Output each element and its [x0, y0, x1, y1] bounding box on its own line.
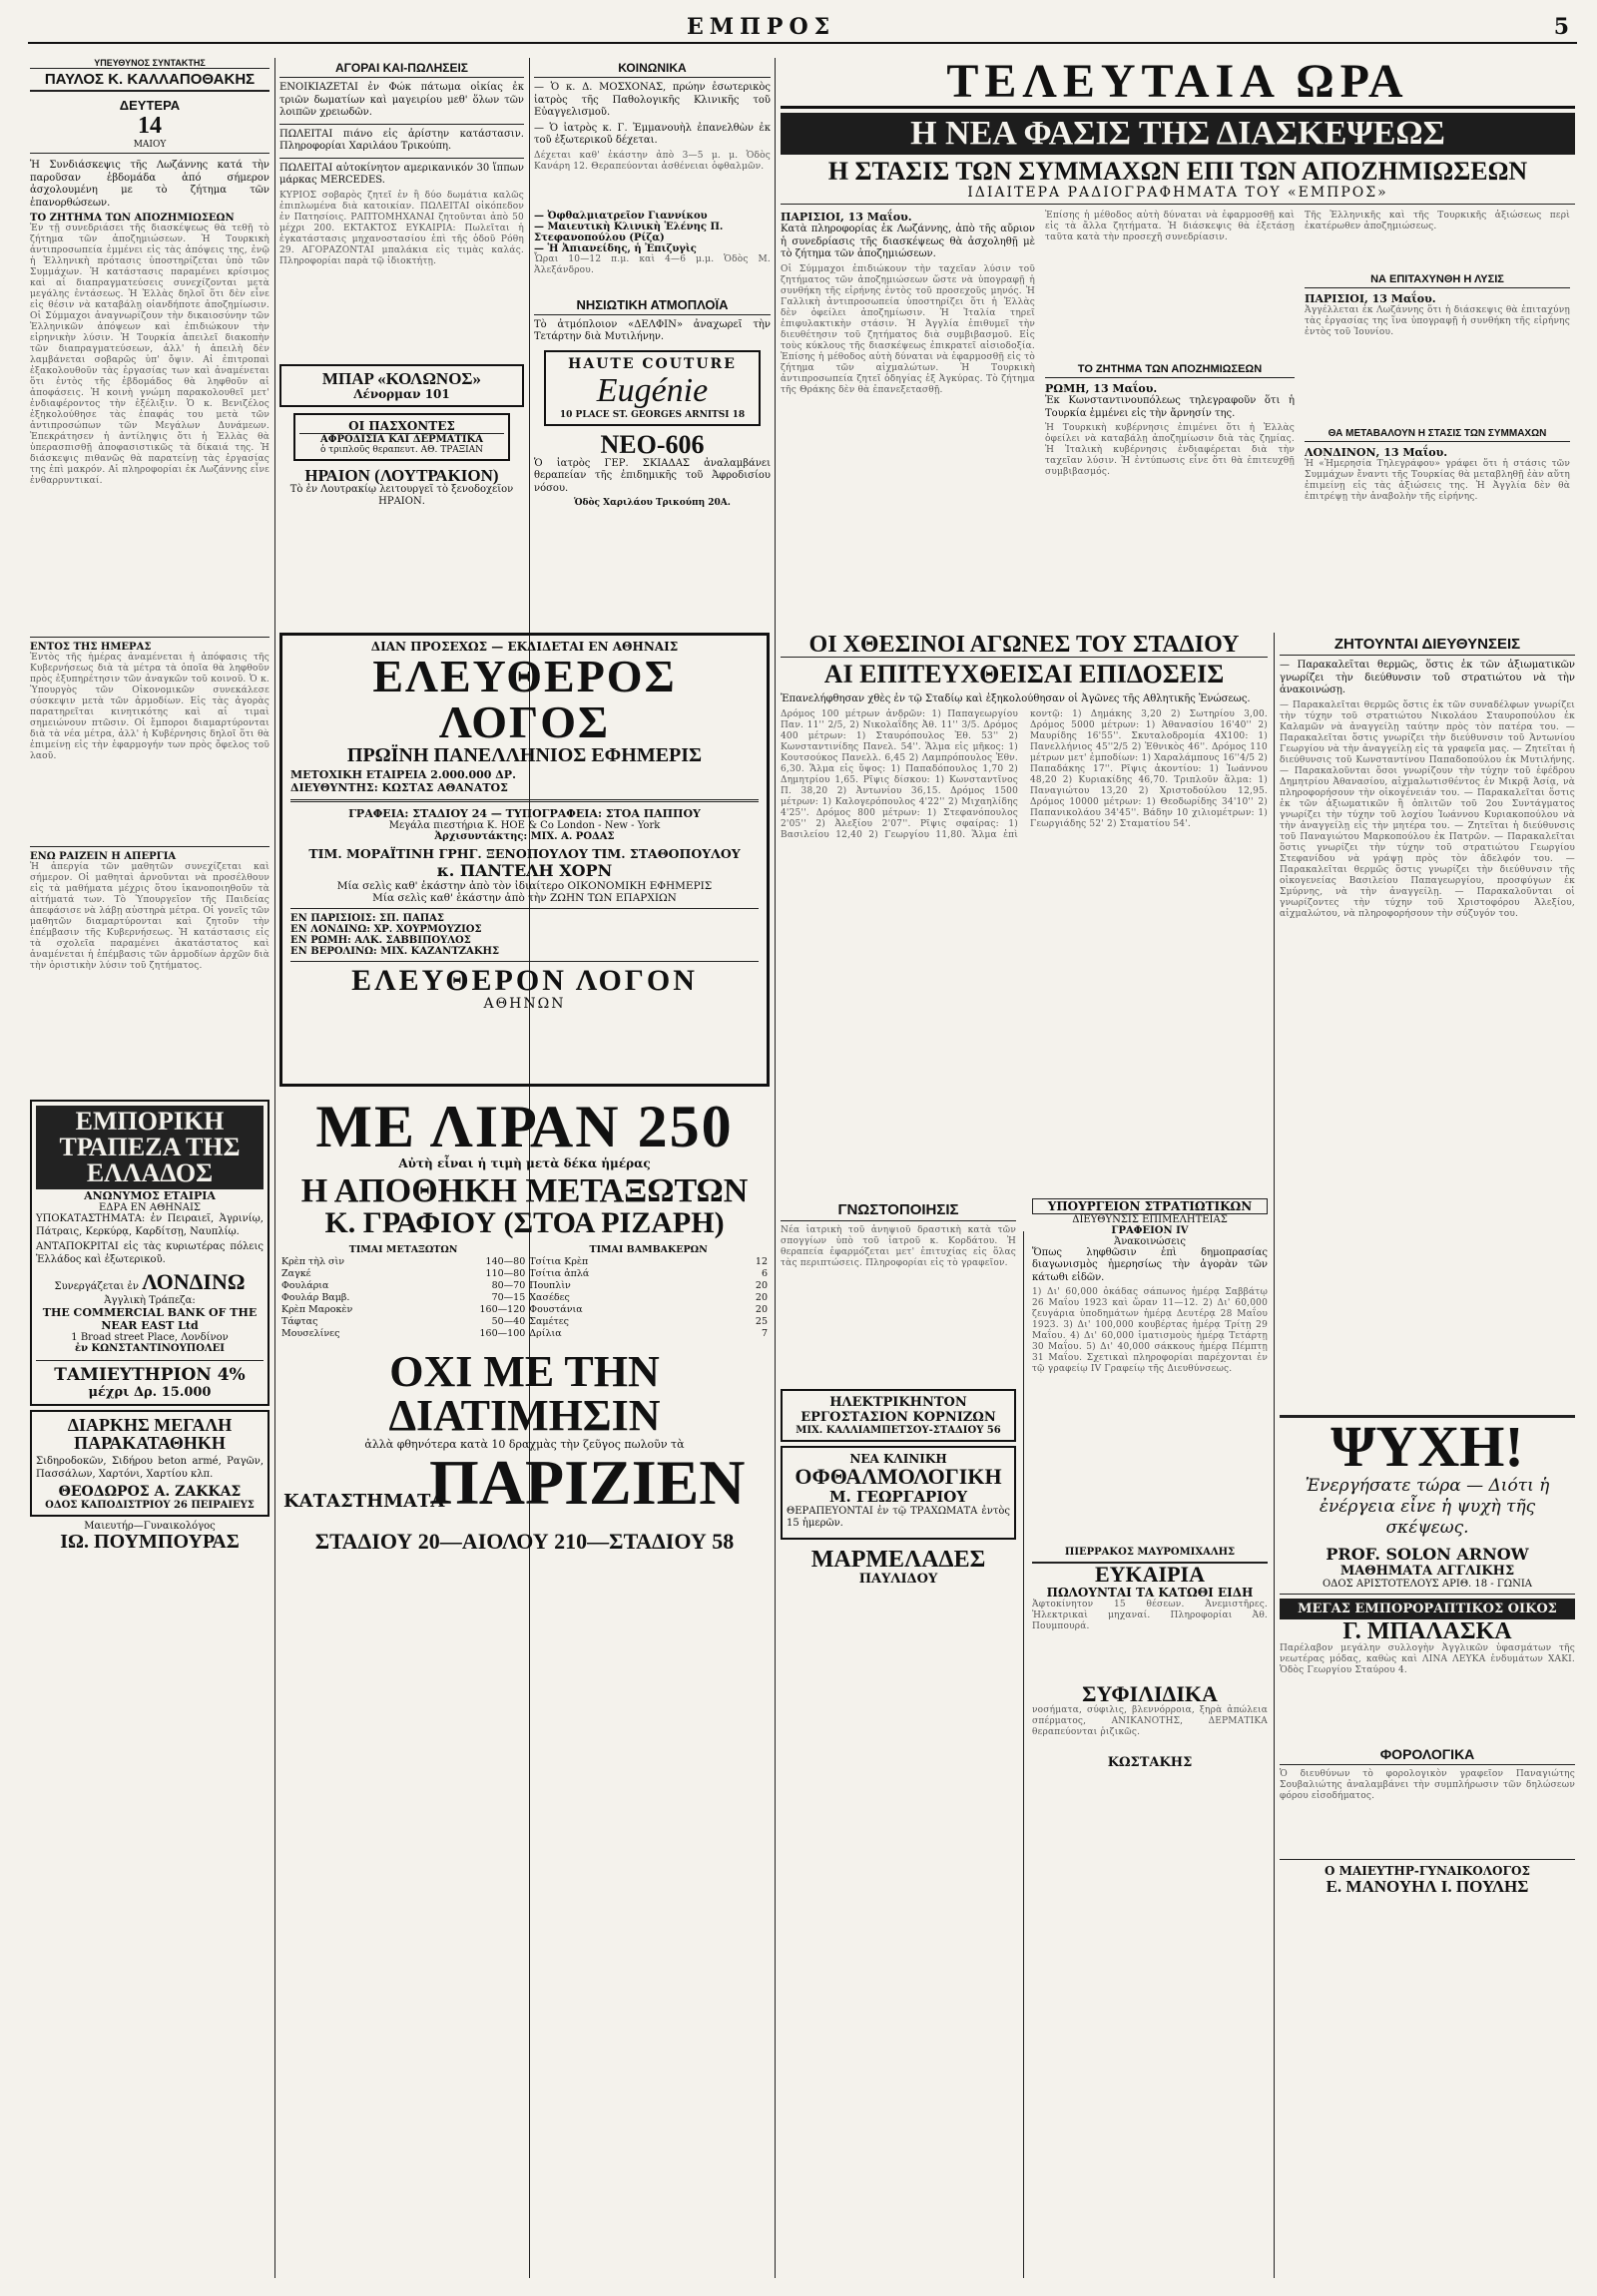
army-text: Ὅπως ληφθῶσιν ἐπὶ δημοπρασίας διαγωνισμὸς ἡμερησίως τὴν ἀγορὰν τῶν κάτωθι εἰδῶν.: [1032, 1246, 1268, 1283]
lead-paragraph: Ἡ Συνδιάσκεψις τῆς Λωζάννης κατά τὴν παροῦσαν ἑβδομάδα ἀπό σήμερον ἀσχολουμένη με τὸ ζήτημα τῶν ἐπανορθώσεων.: [30, 160, 269, 209]
classified-ad: ΠΩΛΕΙΤΑΙ πιάνο εἰς ἀρίστην κατάστασιν. Πληροφορίαι Χαριλάου Τρικούπη.: [279, 128, 524, 152]
economic-page: Μία σελὶς καθ' ἑκάστην ἀπὸ τὸν ἰδιαίτερο ΟΙΚΟΝΟΜΙΚΗ ΕΦΗΜΕΡΙΣ: [336, 880, 713, 892]
london-prefix: Συνεργάζεται ἐν: [54, 1281, 139, 1292]
bank-correspondents: ΑΝΤΑΠΟΚΡΙΤΑΙ εἰς τὰς κυριωτέρας πόλεις Ἑλλάδος καὶ ἐξωτερικοῦ.: [36, 1241, 264, 1265]
couture-address: 10 PLACE ST. GEORGES ARNITSI 18: [559, 409, 746, 420]
bar-advert: [279, 364, 524, 407]
army-heading: ΥΠΟΥΡΓΕΙΟΝ ΣΤΡΑΤΙΩΤΙΚΩΝ: [1032, 1198, 1268, 1214]
article-body: Ἐντὸς τῆς ἡμέρας ἀναμένεται ἡ ἀπόφασις τῆς Κυβερνήσεως διὰ τὰ μέτρα τὰ ὁποῖα θὰ ληφθοῦν πρὸς ἐξυπηρέτησιν τῶν ἀναγκῶν τοῦ κοινοῦ. Ὁ κ. Ὑπουργὸς τῶν Οἰκονομικῶν συνεκάλεσε σύσκεψιν μετὰ τῶν ἁρμοδίων. Εἰς τὰς ἀγορὰς παρατηρεῖται κινητικότης καὶ αἱ τιμαὶ σημειώνουν πτῶσιν. Οἱ ἔμποροι διαμαρτύρονται διὰ τὰ νέα μέτρα, ἀλλ' ἡ Κυβέρνησις δηλοῖ ὅτι θὰ ἐπιμείνῃ εἰς τὴν ἐφαρμογήν των πρὸς ὄφελος τοῦ λαοῦ.: [30, 653, 269, 761]
parisien-address: ΣΤΑΔΙΟΥ 20—ΑΙΟΛΟΥ 210—ΣΤΑΔΙΟΥ 58: [314, 1529, 735, 1554]
bar-address: Λένορμαν 101: [353, 386, 450, 401]
social-item: — Ὀφθαλμιατρεῖον Γιαννίκου: [534, 210, 708, 222]
chief-editor: Ἀρχισυντάκτης: ΜΙΧ. Α. ΡΟΔΑΣ: [434, 831, 615, 842]
social-item: — Μαιευτικὴ Κλινικὴ Ἑλένης Π. Στεφανοπούλου (Ρίζα): [534, 221, 724, 243]
page-number: 5: [1553, 14, 1569, 40]
army-filler: 1) Δι' 60,000 ὀκάδας σάπωνος ἡμέρᾳ Σαββάτῳ 26 Μαΐου 1923 καὶ ὥραν 11—12. 2) Δι' 60,000 ζευγάρια ὑποδημάτων ἡμέρᾳ Δευτέρᾳ 28 Μαΐου 1923. 3) Δι' 100,000 κουβέρτας ἡμέρᾳ Τρίτῃ 29 Μαΐου. 4) Δι' 60,000 ἱματισμοὺς ἡμέρᾳ Τετάρτῃ 30 Μαΐου. 5) Δι' 40,000 σάκκους ἡμέρᾳ Πέμπτῃ 31 Μαΐου. Σχετικαὶ πληροφορίαι παρέχονται ἐν τῷ γραφείῳ IV Γραφείῳ τῆς Διευθύνσεως.: [1032, 1287, 1268, 1374]
section-heading: ΑΓΟΡΑΙ ΚΑΙ-ΠΩΛΗΣΕΙΣ: [279, 60, 524, 78]
article-body: Ἐν τῇ συνεδριάσει τῆς διασκέψεως θὰ τεθῇ τὸ ζήτημα τῶν ἀποζημιώσεων. Ἡ Τουρκικὴ ἀντιπροσωπεία ἐμμένει εἰς τὰς ἀπόψεις της, ἐνῷ ἡ Ἑλληνικὴ πρότασις ὑποστηρίζεται ὑπὸ τῶν Συμμάχων. Ἡ κατάστασις παραμένει κρίσιμος καὶ αἱ διαπραγματεύσεις συνεχίζονται μετὰ μεγάλης ἐντάσεως. Ἡ Ἑλλὰς δηλοῖ ὅτι δὲν εἶνε εἰς θέσιν νὰ καταβάλῃ οἱανδήποτε ἀποζημίωσιν. Οἱ Σύμμαχοι ἀναγνωρίζουν τὴν δικαιοσύνην τῶν Ἑλληνικῶν ἀπόψεων καὶ ἐπιδιώκουν τὴν εἰρηνικὴν λύσιν. Ἡ Τουρκία ἀπειλεῖ διακοπὴν τῶν διαπραγματεύσεων, ἀλλ' ἡ ἀπειλὴ δὲν λαμβάνεται σοβαρῶς ὑπ' ὄψιν. Αἱ ἐπιτροπαὶ ἐξακολουθοῦν τὰς ἐργασίας των καὶ ἀναμένεται ὅτι ἐντὸς τῆς ἑβδομάδος θὰ ληφθοῦν αἱ ἀποφάσεις. Ἡ κοινὴ γνώμη παρακολουθεῖ μετ' ἐνδιαφέροντος τὴν ἐξέλιξιν. Ὁ κ. Βενιζέλος ἐξηκολούθησε τὰς ἐπαφάς του μετὰ τῶν ἀντιπροσώπων τῶν Μεγάλων Δυνάμεων. Ἐπεκράτησεν ἡ ἀντίληψις ὅτι ἡ Ἑλλὰς θὰ ὑπερασπισθῇ ἀποφασιστικῶς τὰ δίκαιά της. Ἡ διάσκεψις πιθανῶς θὰ παρατείνῃ τὰς ἐργασίας της ἐπὶ μακρόν. Αἱ πληροφορίαι ἐκ Λωζάννης εἶνε ἐνθαρρυντικαί.: [30, 224, 269, 486]
newspaper-title: ΕΜΠΡΟΣ: [687, 14, 836, 40]
army-office: ΓΡΑΦΕΙΟΝ ΙV: [1111, 1224, 1189, 1236]
latest-news: [781, 58, 1575, 637]
syph-title: ΣΥΦΙΛΙΔΙΚΑ: [1082, 1681, 1218, 1706]
issue-month: ΜΑΙΟΥ: [30, 140, 269, 154]
prof-address: ΟΔΟΣ ΑΡΙΣΤΟΤΕΛΟΥΣ ΑΡΙΘ. 18 - ΓΩΝΙΑ: [1322, 1578, 1532, 1590]
dateline: ΛΟΝΔΙΝΟΝ, 13 Μαΐου.: [1305, 446, 1448, 459]
classified-ad: ΕΝΟΙΚΙΑΖΕΤΑΙ ἐν Φώκ πάτωμα οἰκίας ἐκ τριῶν δωματίων καὶ μαγειρίου μεθ' ὅλων τῶν λοιπῶν χρειωδῶν.: [279, 82, 524, 118]
bar-title: ΜΠΑΡ «ΚΟΛΩΝΟΣ»: [321, 368, 482, 388]
eye-clinic-text: ΘΕΡΑΠΕΥΟΝΤΑΙ ἐν τῷ ΤΡΑΧΩΜΑΤΑ ἐντὸς 15 ἡμερῶν.: [787, 1505, 1010, 1529]
section-heading: ΤΟ ΖΗΤΗΜΑ ΤΩΝ ΑΠΟΖΗΜΙΩΣΕΩΝ: [1045, 362, 1295, 378]
deposit-firm: ΘΕΟΔΩΡΟΣ Α. ΖΑΚΚΑΣ: [58, 1484, 242, 1500]
tax-filler: Ὁ διευθύνων τὸ φορολογικὸν γραφεῖον Παναγιώτης Σουβαλιώτης ἀναλαμβάνει τὴν συμπλήρωσιν τῶν δηλώσεων φόρου εἰσοδήματος.: [1280, 1768, 1575, 1801]
price-cell: Φουλάρ Βαμβ.: [281, 1292, 350, 1303]
eye-clinic-advert: [781, 1446, 1016, 1540]
london-director: ἐν ΚΩΝΣΤΑΝΤΙΝΟΥΠΟΛΕΙ: [75, 1343, 225, 1354]
masthead: [28, 14, 1577, 44]
issue-day: ΔΕΥΤΕΡΑ: [119, 98, 181, 113]
price-header-silk: ΤΙΜΑΙ ΜΕΤΑΞΩΤΩΝ: [348, 1244, 458, 1255]
ship-item: Τὸ ἀτμόπλοιον «ΔΕΛΦΙΝ» ἀναχωρεῖ τὴν Τετάρτην διὰ Μυτιλήνην.: [534, 318, 771, 342]
price-header-cotton: ΤΙΜΑΙ ΒΑΜΒΑΚΕΡΩΝ: [589, 1244, 708, 1255]
newspaper-page: [28, 14, 1577, 2279]
savings-limit: μέχρι Δρ. 15.000: [88, 1385, 212, 1400]
bargain-sub: ΠΩΛΟΥΝΤΑΙ ΤΑ ΚΑΤΩΘΙ ΕΙΔΗ: [1046, 1586, 1254, 1600]
notice-filler: Νέα ἰατρικὴ τοῦ ἀνηψιοῦ δραστικὴ κατὰ τῶν σπογγίων ὑπὸ τοῦ ἰατροῦ κ. Κορδάτου. Ἡ θεραπεία ἐφαρμόζεται μετ' ἐπιτυχίας εἰς ὅλας τὰς περιπτώσεις. Πληροφορίαι εἰς τὸ γραφεῖον.: [781, 1224, 1016, 1268]
editor-name: ΠΑΥΛΟΣ Κ. ΚΑΛΛΑΠΟΘΑΚΗΣ: [30, 69, 269, 92]
psyche-title: ΨΥΧΗ!: [1280, 1415, 1575, 1476]
savings-rate: ΤΑΜΙΕΥΤΗΡΙΟΝ 4%: [36, 1360, 264, 1385]
deposit-text: Σιδηροδοκῶν, Σιδήρου beton armé, Ραγῶν, Πασσάλων, Χαρτόνι, Χαρτίου κλπ.: [36, 1456, 264, 1480]
price-row: [279, 1268, 770, 1280]
parisien-name: ΠΑΡΙΖΙΕΝ: [429, 1447, 746, 1518]
newspaper-subtitle: ΠΡΩΪΝΗ ΠΑΝΕΛΛΗΝΙΟΣ ΕΦΗΜΕΡΙΣ: [346, 744, 703, 766]
social-filler: Δέχεται καθ' ἑκάστην ἀπὸ 3—5 μ. μ. Ὁδὸς Κανάρη 12. Θεραπεύονται ἀσθένειαι ὀφθαλμῶν.: [534, 150, 771, 172]
dispatch-text: Ἐκ Κωνσταντινουπόλεως τηλεγραφοῦν ὅτι ἡ Τουρκία ἐμμένει εἰς τὴν ἄρνησίν της.: [1045, 395, 1295, 419]
corr-berlin: ΕΝ ΒΕΡΟΛΙΝΩ: ΜΙΧ. ΚΑΖΑΝΤΖΑΚΗΣ: [290, 946, 500, 957]
dateline: ΠΑΡΙΣΙΟΙ, 13 Μαΐου.: [1305, 292, 1436, 305]
section-heading: ΕΝΤΟΣ ΤΗΣ ΗΜΕΡΑΣ: [30, 642, 152, 653]
price-cell: 25: [755, 1316, 768, 1327]
heraion-title: ΗΡΑΙΟΝ (ΛΟΥΤΡΑΚΙΟΝ): [304, 465, 499, 485]
notice-heading: ΓΝΩΣΤΟΠΟΙΗΣΙΣ: [781, 1200, 1016, 1221]
lira-title: ΜΕ ΛΙΡΑΝ 250: [315, 1097, 734, 1159]
store-name: Κ. ΓΡΑΦΙΟΥ (ΣΤΟΑ ΡΙΖΑΡΗ): [324, 1206, 725, 1239]
price-table: [279, 1244, 770, 1340]
oxi-headline: ΟΧΙ ΜΕ ΤΗΝ ΔΙΑΤΙΜΗΣΙΝ: [388, 1347, 661, 1440]
price-cell: Μουσελίνες: [281, 1328, 340, 1339]
doctor-title: Μαιευτήρ—Γυναικολόγος: [84, 1521, 216, 1532]
pharmacy-title: ΟΙ ΠΑΣΧΟΝΤΕΣ: [299, 419, 504, 434]
price-cell: 50—40: [491, 1316, 526, 1327]
director-line: ΔΙΕΥΘΥΝΤΗΣ: ΚΩΣΤΑΣ ΑΘΑΝΑΤΟΣ: [290, 781, 508, 794]
price-cell: 160—120: [479, 1304, 526, 1315]
lira-subtitle: Αὐτὴ εἶναι ἡ τιμὴ μετὰ δέκα ἡμέρας: [398, 1156, 651, 1170]
capital-line: ΜΕΤΟΧΙΚΗ ΕΤΑΙΡΕΙΑ 2.000.000 ΔΡ.: [290, 768, 516, 781]
radio-subhead: ΙΔΙΑΙΤΕΡΑ ΡΑΔΙΟΓΡΑΦΗΜΑΤΑ ΤΟΥ «ΕΜΠΡΟΣ»: [781, 185, 1575, 205]
army-sub: ΔΙΕΥΘΥΝΣΙΣ ΕΠΙΜΕΛΗΤΕΙΑΣ: [1072, 1213, 1228, 1225]
classifieds-column: [279, 58, 524, 652]
neo-606-address: Ὁδὸς Χαριλάου Τρικούπη 20Α.: [574, 498, 731, 508]
section-heading: ΘΑ ΜΕΤΑΒΑΛΟΥΝ Η ΣΤΑΣΙΣ ΤΩΝ ΣΥΜΜΑΧΩΝ: [1305, 427, 1570, 442]
price-row: [279, 1292, 770, 1304]
store-headline: Η ΑΠΟΘΗΚΗ ΜΕΤΑΞΩΤΩΝ: [300, 1172, 749, 1209]
heraion-text: Τὸ ἐν Λουτρακίῳ λειτουργεῖ τὸ ξενοδοχεῖον ΗΡΑΙΟΝ.: [289, 483, 514, 507]
price-cell: Σαμέτες: [529, 1316, 570, 1327]
couture-title: HAUTE COUTURE: [568, 355, 737, 372]
deposit-title: ΔΙΑΡΚΗΣ ΜΕΓΑΛΗ ΠΑΡΑΚΑΤΑΘΗΚΗ: [67, 1415, 233, 1453]
section-heading: ΕΝΩ ΡΑΙΖΕΙΝ Η ΑΠΕΡΓΙΑ: [30, 851, 177, 862]
social-filler: Ὧραι 10—12 π.μ. καὶ 4—6 μ.μ. Ὁδὸς Μ. Ἀλεξάνδρου.: [534, 253, 771, 275]
army-label: Ἀνακοινώσεις: [1113, 1235, 1186, 1247]
couture-advert: [544, 350, 761, 426]
bargain-title: ΕΥΚΑΙΡΙΑ: [1032, 1562, 1268, 1586]
prof-subject: ΜΑΘΗΜΑΤΑ ΑΓΓΛΙΚΗΣ: [1339, 1563, 1515, 1579]
stores-label: ΚΑΤΑΣΤΗΜΑΤΑ: [283, 1491, 445, 1512]
sports-headline: ΟΙ ΧΘΕΣΙΝΟΙ ΑΓΩΝΕΣ ΤΟΥ ΣΤΑΔΙΟΥ: [781, 633, 1268, 658]
dispatch-filler: Οἱ Σύμμαχοι ἐπιδιώκουν τὴν ταχεῖαν λύσιν τοῦ ζητήματος τῶν ἀποζημιώσεων ὥστε νὰ ὑπογραφῇ ἡ συνθήκη τῆς εἰρήνης ἐντὸς τοῦ προσεχοῦς μηνός. Ἡ Γαλλικὴ ἀντιπροσωπεία ὑποστηρίζει ὅτι ἡ Ἑλλὰς δὲν ὀφείλει ἀποζημίωσιν. Ἡ Ἰταλία τηρεῖ ἐπιφυλακτικὴν στάσιν. Ἡ Ἀγγλία ἐπιθυμεῖ τὴν διευθέτησιν τοῦ ζητήματος διὰ συμβιβασμοῦ. Εἰς τοὺς κύκλους τῆς διασκέψεως ἐπικρατεῖ αἰσιοδοξία. Ἐπίσης ἡ μέθοδος αὐτὴ δύναται νὰ ἐφαρμοσθῇ εἰς τὸ ζήτημα τῶν αἰχμαλώτων. Ἡ Τουρκικὴ ἀντιπροσωπεία ζητεῖ ὁδηγίας ἐξ Ἀγκύρας. Τὸ ζήτημα τῆς Θράκης δὲν θὰ ἐπανεξετασθῇ.: [781, 263, 1035, 395]
silk-store-advert: [279, 1097, 770, 2274]
price-cell: Τάφτας: [281, 1316, 318, 1327]
tailor-title: ΜΕΓΑΣ ΕΜΠΟΡΟΡΑΠΤΙΚΟΣ ΟΙΚΟΣ: [1280, 1599, 1575, 1619]
column-rule: [274, 58, 275, 2278]
tailor-name: Γ. ΜΠΑΛΑΣΚΑ: [1342, 1617, 1512, 1644]
jam-title: ΜΑΡΜΕΛΑΔΕΣ: [810, 1546, 986, 1573]
doctor-name: ΙΩ. ΠΟΥΜΠΟΥΡΑΣ: [60, 1531, 240, 1553]
social-item: — Ἡ Ἀπιανείδης, ἡ Ἐπιζυγὶς: [534, 242, 697, 254]
price-row: [279, 1256, 770, 1268]
press-line: Μεγάλα πιεστήρια K. HOE & Co London - New - York: [388, 820, 661, 831]
price-row: [279, 1304, 770, 1316]
eye-clinic-title: ΟΦΘΑΛΜΟΛΟΓΙΚΗ: [795, 1463, 1002, 1489]
tailor-filler: Παρέλαβον μεγάλην συλλογὴν Ἀγγλικῶν ὑφασμάτων τῆς νεωτέρας μόδας, καθὼς καὶ ΛΙΝΑ ΛΕΥΚΑ ἐνδυμάτων ΧΑΚΙ. Ὁδὸς Γεωργίου Σταύρου 4.: [1280, 1642, 1575, 1675]
classified-ads-filler: ΚΥΡΙΟΣ σοβαρὸς ζητεῖ ἐν ἢ δύο δωμάτια καλῶς ἐπιπλωμένα διὰ κατοικίαν. ΠΩΛΕΙΤΑΙ οἰκόπεδον ἐν Πατησίοις. ΡΑΠΤΟΜΗΧΑΝΑΙ ζητοῦνται ἀπὸ 50 μέχρι 200. ΕΚΤΑΚΤΟΣ ΕΥΚΑΙΡΙΑ: Πωλεῖται ἡ ἐγκατάστασις μηχανοστασίου ἐπὶ τῆς ὁδοῦ Ρόθη 29. ΑΓΟΡΑΖΟΝΤΑΙ μπαλάκια εἰς τιμὰς καλάς. Πληροφορίαι παρὰ τῷ ἰδιοκτήτῃ.: [279, 190, 524, 266]
psyche-text: Ἐνεργήσατε τώρα — Διότι ἡ ἐνέργεια εἶνε ἡ ψυχὴ τῆς σκέψεως.: [1305, 1475, 1550, 1538]
ad-kicker-2: ΕΚΔΙΔΕΤΑΙ ΕΝ ΑΘΗΝΑΙΣ: [507, 640, 679, 654]
column-rule: [1274, 633, 1275, 2278]
london-address: 1 Broad street Place, Λονδίνον: [71, 1332, 229, 1343]
dispatch-filler: Ἐπίσης ἡ μέθοδος αὐτὴ δύναται νὰ ἐφαρμοσθῇ καὶ εἰς τὰ ἄλλα ζητήματα. Ἡ διάσκεψις θὰ ἐξετάσῃ ταῦτα κατὰ τὴν προσεχῆ συνεδρίασιν.: [1045, 211, 1295, 242]
deposit-address: ΟΔΟΣ ΚΑΠΟΔΙΣΤΡΙΟΥ 26 ΠΕΙΡΑΙΕΥΣ: [45, 1500, 255, 1511]
banner-headline: ΤΕΛΕΥΤΑΙΑ ΩΡΑ: [781, 58, 1575, 109]
price-cell: Τσίτια Κρὲπ: [529, 1256, 589, 1267]
syph-filler: νοσήματα, σύφιλις, βλεννόρροια, ξηρὰ ἀπώλεια σπέρματος, ΑΝΙΚΑΝΟΤΗΣ, ΔΕΡΜΑΤΙΚΑ θεραπεύονται ῥιζικῶς.: [1032, 1705, 1268, 1737]
contributor-horn: κ. ΠΑΝΤΕΛΗ ΧΟΡΝ: [436, 861, 613, 880]
pharmacy-subtitle: ΑΦΡΟΔΙΣΙΑ ΚΑΙ ΔΕΡΜΑΤΙΚΑ: [319, 433, 484, 445]
sports-subheadline: ΑΙ ΕΠΙΤΕΥΧΘΕΙΣΑΙ ΕΠΙΔΟΣΕΙΣ: [823, 660, 1225, 689]
offices-line: ΓΡΑΦΕΙΑ: ΣΤΑΔΙΟΥ 24 — ΤΥΠΟΓΡΑΦΕΙΑ: ΣΤΟΑ ΠΑΠΠΟΥ: [348, 807, 701, 820]
price-row: [279, 1316, 770, 1328]
dispatch-filler: Ἡ Τουρκικὴ κυβέρνησις ἐπιμένει ὅτι ἡ Ἑλλὰς ὀφείλει νὰ καταβάλῃ ἀποζημίωσιν διὰ τὰς ζημίας. Ἡ Ἰταλικὴ κυβέρνησις ἐνδιαφέρεται διὰ τὴν ταχεῖαν λύσιν. Ἡ ἐντύπωσις εἶνε ὅτι θὰ ἐπιτευχθῇ συμβιβασμός.: [1045, 423, 1295, 477]
corr-paris: ΕΝ ΠΑΡΙΣΙΟΙΣ: ΣΠ. ΠΑΠΑΣ: [290, 913, 444, 924]
couture-brand: Eugénie: [596, 371, 709, 409]
price-cell: 70—15: [491, 1292, 526, 1303]
corr-london: ΕΝ ΛΟΝΔΙΝΩ: ΧΡ. ΧΟΥΡΜΟΥΖΙΟΣ: [290, 924, 482, 935]
neo-606-text: Ὁ ἰατρὸς ΓΕΡ. ΣΚΙΑΔΑΣ ἀναλαμβάνει θεραπείαν τῆς ἐπιδημικῆς τοῦ Ἀφροδισίου νόσου.: [534, 457, 771, 494]
price-cell: 7: [761, 1328, 768, 1339]
obstetrician-name: Ε. ΜΑΝΟΥΗΛ Ι. ΠΟΥΛΗΣ: [1326, 1876, 1529, 1896]
issue-date: 14: [138, 113, 162, 139]
price-cell: 6: [761, 1268, 768, 1279]
dateline: ΠΑΡΙΣΙΟΙ, 13 Μαΐου.: [781, 211, 912, 224]
london-label: ΛΟΝΔΙΝΩ: [142, 1269, 246, 1294]
price-cell: 20: [755, 1304, 768, 1315]
right-column: [1280, 633, 1575, 2274]
price-cell: Ζαγκέ: [281, 1268, 311, 1279]
provinces-page: Μία σελὶς καθ' ἑκάστην ἀπὸ τὴν ΖΩΗΝ ΤΩΝ ΕΠΑΡΧΙΩΝ: [372, 892, 677, 904]
bank-seat: ΕΔΡΑ ΕΝ ΑΘΗΝΑΙΣ: [98, 1202, 201, 1213]
contributors: ΤΙΜ. ΜΟΡΑΪΤΙΝΗ ΓΡΗΓ. ΞΕΝΟΠΟΥΛΟΥ ΤΙΜ. ΣΤΑΘΟΠΟΥΛΟΥ: [308, 846, 741, 861]
london-bank: THE COMMERCIAL BANK OF THE NEAR EAST Ltd: [42, 1306, 258, 1332]
logo-footer: ΕΛΕΥΘΕΡΟΝ ΛΟΓΟΝ: [351, 964, 698, 997]
article-body: Ἡ ἀπεργία τῶν μαθητῶν συνεχίζεται καὶ σήμερον. Οἱ μαθηταὶ ἀρνοῦνται νὰ προσέλθουν εἰς τὰ μαθήματα μέχρις ὅτου ἱκανοποιηθοῦν τὰ αἰτήματά των. Τὸ Ὑπουργεῖον τῆς Παιδείας ἀπεφάσισε νὰ λάβῃ αὐστηρὰ μέτρα. Οἱ γονεῖς τῶν μαθητῶν διαμαρτύρονται καὶ ζητοῦν τὴν ἐπέμβασιν τῆς Κυβερνήσεως. Ἡ κατάστασις εἰς τὰ σχολεῖα παραμένει ἀκατάστατος καὶ ἀναμένεται ἡ ἐπέμβασις τῶν ἁρμοδίων ἀρχῶν διὰ τὴν ὁριστικὴν λύσιν τοῦ ζητήματος.: [30, 862, 269, 971]
army-signature: ΠΙΕΡΡΑΚΟΣ ΜΑΥΡΟΜΙΧΑΛΗΣ: [1064, 1547, 1236, 1558]
pharmacy-advert: [293, 413, 510, 461]
frames-firm: ΜΙΧ. ΚΑΛΛΙΑΜΠΕΤΣΟΥ-ΣΤΑΔΙΟΥ 56: [796, 1424, 1001, 1436]
dispatch-filler: Ἡ «Ἡμερησία Τηλεγράφου» γράφει ὅτι ἡ στάσις τῶν Συμμάχων ἔναντι τῆς Τουρκίας θὰ μεταβληθῇ ἐὰν αὕτη ἐπιμείνῃ εἰς τὰς ἀξιώσεις της. Ἡ Ἀγγλία δὲν θὰ ἐπιτρέψῃ τὴν ἀναβολὴν τῆς εἰρήνης.: [1305, 459, 1570, 502]
price-cell: Τσίτια ἁπλά: [529, 1268, 590, 1279]
corr-rome: ΕΝ ΡΩΜΗ: ΑΛΚ. ΣΑΒΒΙΠΟΥΛΟΣ: [290, 935, 471, 946]
price-cell: 12: [755, 1256, 768, 1267]
bank-subtitle: ΑΝΩΝΥΜΟΣ ΕΤΑΙΡΙΑ: [84, 1189, 216, 1202]
newspaper-name: ΕΛΕΥΘΕΡΟΣ ΛΟΓΟΣ: [372, 651, 677, 747]
price-cell: Πουπλὶν: [529, 1280, 571, 1291]
section-heading: ΝΑ ΕΠΙΤΑΧΥΝΘΗ Η ΛΥΣΙΣ: [1305, 272, 1570, 288]
eye-clinic-pre: ΝΕΑ ΚΛΙΝΙΚΗ: [849, 1451, 947, 1466]
price-cell: 160—100: [479, 1328, 526, 1339]
dispatch-filler: Ἀγγέλλεται ἐκ Λωζάννης ὅτι ἡ διάσκεψις θὰ ἐπιταχύνῃ τὰς ἐργασίας της ἵνα ὑπογραφῇ ἡ συνθήκη τῆς εἰρήνης ἐντὸς τοῦ Ἰουνίου.: [1305, 305, 1570, 337]
price-cell: 20: [755, 1280, 768, 1291]
dispatch-text: Κατὰ πληροφορίας ἐκ Λωζάννης, ἀπὸ τῆς αὔριον ἡ συνεδρίασις τῆς διασκέψεως θὰ ἀσχοληθῇ μὲ τὸ ζήτημα τῶν ἀποζημιώσεων.: [781, 224, 1035, 259]
address-request: — Παρακαλεῖται θερμῶς, ὅστις ἐκ τῶν ἀξιωματικῶν γνωρίζει τὴν διεύθυνσιν τοῦ στρατιώτου νὰ τὴν ἀνακοινώσῃ.: [1280, 660, 1575, 695]
main-subheadline: Η ΣΤΑΣΙΣ ΤΩΝ ΣΥΜΜΑΧΩΝ ΕΠΙ ΤΩΝ ΑΠΟΖΗΜΙΩΣΕΩΝ: [827, 157, 1528, 186]
section-heading: ΝΗΣΙΩΤΙΚΗ ΑΤΜΟΠΛΟΪΑ: [534, 296, 771, 315]
sports-results: Δρόμος 100 μέτρων ἀνδρῶν: 1) Παπαγεωργίου Παν. 11'' 2/5, 2) Νικολαΐδης Ἀθ. 11'' 3/5. Δρόμος 400 μέτρων: 1) Σταυρόπουλος Ἐθ. 53'' 2) Κωνσταντινίδης Πανελ. 54''. Ἅλμα εἰς μῆκος: 1) Κουτσούκος Πανελλ. 6,45 2) Λαμπρόπουλος Ἐθν. 6,30. Ἅλμα εἰς ὕψος: 1) Παπαδόπουλος 1,70 2) Δημητρίου 1,65. Ρῖψις δίσκου: 1) Κωνσταντῖνος Π. 38,20 2) Ἀντωνίου 36,15. Δρόμος 1500 μέτρων: 1) Καλογερόπουλος 4'22'' 2) Μιχαηλίδης 4'25''. Δρόμος 800 μέτρων: 1) Στεφανόπουλος 2'05'' 2) Ἀλεξίου 2'07''. Ρῖψις σφαίρας: 1) Βασιλείου 12,40 2) Γεωργίου 11,80. Ἅλμα ἐπὶ κοντῷ: 1) Δημάκης 3,20 2) Σωτηρίου 3,00. Δρόμος 5000 μέτρων: 1) Ἀθανασίου 16'40'' 2) Μαυρίδης 16'55''. Σκυταλοδρομία 4Χ100: 1) Πανελλήνιος 45''2/5 2) Ἐθνικὸς 46''. Δρόμος 110 μέτρων μετ' ἐμποδίων: 1) Χαραλάμπους 16''4/5 2) Παπαδάκης 17''. Ρῖψις ἀκοντίου: 1) Ἰωάννου 48,20 2) Κυριακίδης 46,70. Τριπλοῦν ἅλμα: 1) Παναγιώτου 13,20 2) Χριστοδούλου 12,95. Δρόμος 10000 μέτρων: 1) Θεοδωρίδης 34'10'' 2) Παπανικολάου 34'45''. Βάδην 10 χιλιομέτρων: 1) Γεωργιάδης 52' 2) Σταματίου 54'.: [781, 708, 1268, 840]
bargain-filler: Ἀφτοκίνητον 15 θέσεων. Ἀνεμιστῆρες. Ἡλεκτρικαὶ μηχαναί. Πληροφορίαι Ἀθ. Πουμπουρά.: [1032, 1600, 1268, 1631]
oxi-subtitle: ἀλλὰ φθηνότερα κατὰ 10 δραχμὰς τὴν ζεῦγος πωλοῦν τὰ: [364, 1438, 685, 1451]
tax-heading: ΦΟΡΟΛΟΓΙΚΑ: [1280, 1745, 1575, 1765]
left-column: [30, 58, 269, 2278]
sports-section: [781, 633, 1268, 2274]
london-corr: Ἀγγλικὴ Τράπεζα:: [104, 1295, 196, 1306]
classified-ad: ΠΩΛΕΙΤΑΙ αὐτοκίνητον αμερικανικόν 30 ἵππων μάρκας MERCEDES.: [279, 162, 524, 186]
dateline: ΡΩΜΗ, 13 Μαΐου.: [1045, 382, 1158, 395]
main-headline: Η ΝΕΑ ΦΑΣΙΣ ΤΗΣ ΔΙΑΣΚΕΨΕΩΣ: [781, 113, 1575, 155]
obstetrician-title: Ο ΜΑΙΕΥΤΗΡ-ΓΥΝΑΙΚΟΛΟΓΟΣ: [1280, 1859, 1575, 1878]
editor-label: ΥΠΕΥΘΥΝΟΣ ΣΥΝΤΑΚΤΗΣ: [30, 58, 269, 69]
prof-name: PROF. SOLON ARNOW: [1326, 1544, 1529, 1564]
jam-brand: ΠΑΥΛΙΔΟΥ: [858, 1571, 938, 1587]
price-cell: 110—80: [485, 1268, 526, 1279]
bank-agencies: ΥΠΟΚΑΤΑΣΤΗΜΑΤΑ: ἐν Πειραιεῖ, Ἀγρινίῳ, Πάτραις, Κερκύρᾳ, Καρδίτσῃ, Ναυπλίῳ.: [36, 1213, 264, 1237]
dispatch-filler: Τῆς Ἑλληνικῆς καὶ τῆς Τουρκικῆς ἀξιώσεως περὶ ἑκατέρωθεν ἀποζημιώσεως.: [1305, 211, 1570, 231]
price-row: [279, 1328, 770, 1340]
pharmacy-doctor: ὁ τριπλοῦς θεραπευτ. ΑΘ. ΤΡΑΞΙΑΝ: [319, 444, 484, 455]
price-cell: Χασέδες: [529, 1292, 570, 1303]
social-column: [534, 58, 771, 632]
eye-clinic-doctor: Μ. ΓΕΩΡΓΑΡΙΟΥ: [828, 1487, 968, 1506]
bank-name: ΕΜΠΟΡΙΚΗ ΤΡΑΠΕΖΑ ΤΗΣ ΕΛΛΑΔΟΣ: [36, 1106, 264, 1189]
price-row: [279, 1280, 770, 1292]
price-cell: Δρίλια: [529, 1328, 562, 1339]
eleftheros-logos-advert: ΔΙΑΝ ΠΡΟΣΕΧΩΣ — ΕΚΔΙΔΕΤΑΙ ΕΝ ΑΘΗΝΑΙΣ ΕΛΕΥΘΕΡΟΣ ΛΟΓΟΣ ΠΡΩΪΝΗ ΠΑΝΕΛΛΗΝΙΟΣ ΕΦΗΜΕΡΙΣ ΜΕΤΟΧΙΚΗ ΕΤΑΙΡΕΙΑ 2.000.000 ΔΡ. ΔΙΕΥΘΥΝΤΗΣ: ΚΩΣΤΑΣ ΑΘΑΝΑΤΟΣ ΓΡΑΦΕΙΑ: ΣΤΑΔΙΟΥ 24 — ΤΥΠΟΓΡΑΦΕΙΑ: ΣΤΟΑ ΠΑΠΠΟΥ Μεγάλα πιεστήρια K. HOE & Co London - New - York Ἀρχισυντάκτης: ΜΙΧ. Α. ΡΟΔΑΣ ΤΙΜ. ΜΟΡΑΪΤΙΝΗ ΓΡΗΓ. ΞΕΝΟΠΟΥΛΟΥ ΤΙΜ. ΣΤΑΘΟΠΟΥΛΟΥ κ. ΠΑΝΤΕΛΗ ΧΟΡΝ Μία σελὶς καθ' ἑκάστην ἀπὸ τὸν ἰδιαίτερο ΟΙΚΟΝΟΜΙΚΗ ΕΦΗΜΕΡΙΣ Μία σελὶς καθ' ἑκάστην ἀπὸ τὴν ΖΩΗΝ ΤΩΝ ΕΠΑΡΧΙΩΝ ΕΝ ΠΑΡΙΣΙΟΙΣ: ΣΠ. ΠΑΠΑΣ ΕΝ ΛΟΝΔΙΝΩ: ΧΡ. ΧΟΥΡΜΟΥΖΙΟΣ ΕΝ ΡΩΜΗ: ΑΛΚ. ΣΑΒΒΙΠΟΥΛΟΣ ΕΝ ΒΕΡΟΛΙΝΩ: ΜΙΧ. ΚΑΖΑΝΤΖΑΚΗΣ ΕΛΕΥΘΕΡΟΝ ΛΟΓΟΝ ΑΘΗΝΩΝ: [279, 633, 770, 1087]
bank-advert: [30, 1100, 269, 1406]
section-heading: ΖΗΤΟΥΝΤΑΙ ΔΙΕΥΘΥΝΣΕΙΣ: [1280, 635, 1575, 656]
section-heading: ΤΟ ΖΗΤΗΜΑ ΤΩΝ ΑΠΟΖΗΜΙΩΣΕΩΝ: [30, 213, 235, 224]
price-cell: Κρὲπ Μαροκὲν: [281, 1304, 353, 1315]
price-cell: 80—70: [491, 1280, 526, 1291]
price-cell: Φουλάρια: [281, 1280, 329, 1291]
price-cell: Φουστάνια: [529, 1304, 583, 1315]
frames-advert: [781, 1389, 1016, 1442]
ad-kicker: ΔΙΑΝ ΠΡΟΣΕΧΩΣ: [370, 640, 488, 654]
address-filler: — Παρακαλεῖται θερμῶς ὅστις ἐκ τῶν συναδέλφων γνωρίζει τὴν τύχην τοῦ στρατιώτου Νικολάου Σταυροπούλου ἐκ Καλαμῶν νὰ ἀναγγείλῃ ταύτην πρὸς τὸν πατέρα του. — Παρακαλεῖται ὅστις γνωρίζει τὴν διεύθυνσιν τοῦ Ἀντωνίου Γεωργίου νὰ τὴν ἀναγγείλῃ εἰς τὰ γραφεῖα μας. — Ζητεῖται ἡ διεύθυνσις τοῦ Κωνσταντίνου Παπαδοπούλου ἐκ Μυτιλήνης. — Παρακαλοῦνται ὅσοι γνωρίζουν τὴν τύχην τοῦ ἐφέδρου Δημητρίου Ἀθανασίου, αἰχμαλωτισθέντος ἐν Μικρᾷ Ἀσίᾳ, νὰ πληροφορήσουν τὴν οἰκογένειάν του. — Παρακαλεῖται ὅστις ἐκ τῶν ἀξιωματικῶν ἢ ὁπλιτῶν τοῦ 2ου Συντάγματος γνωρίζει τὴν τύχην τοῦ λοχίου Ἰωάννου Κυριακοπούλου νὰ τὴν ἀναγγείλῃ εἰς τὴν μητέρα του. — Ζητεῖται ἡ διεύθυνσις τοῦ Παναγιώτου Μαρκοπούλου ἐκ Πατρῶν. — Παρακαλεῖται ὅστις γνωρίζει τὴν τύχην τοῦ στρατιώτου Γεωργίου Στεφανίδου νὰ γράψῃ πρὸς τὸν ἀδελφόν του. — Παρακαλεῖται θερμῶς ὅστις γνωρίζει τὴν διεύθυνσιν τῆς οἰκογενείας Βασιλείου Παπαγεωργίου, προσφύγων ἐκ Σμύρνης, νὰ τὴν ἀναγγείλῃ. — Παρακαλοῦνται οἱ γνωρίζοντες τὴν τύχην τοῦ Χριστοφόρου Ἀλεξίου, αἰχμαλώτου, νὰ πληροφορήσουν τὴν σύζυγόν του.: [1280, 699, 1575, 919]
social-item: — Ὁ ἰατρὸς κ. Γ. Ἐμμανουὴλ ἐπανελθὼν ἐκ τοῦ ἐξωτερικοῦ δέχεται.: [534, 122, 771, 146]
column-rule: [775, 58, 776, 2278]
logo-footer-city: ΑΘΗΝΩΝ: [483, 996, 566, 1012]
price-cell: Κρὲπ τὴλ σὶν: [281, 1256, 345, 1267]
social-item: — Ὁ κ. Δ. ΜΟΣΧΟΝΑΣ, πρώην ἐσωτερικὸς ἰατρὸς τῆς Παθολογικῆς Κλινικῆς τοῦ Εὐαγγελισμοῦ.: [534, 82, 771, 118]
neo-606-title: ΝΕΟ-606: [600, 429, 705, 459]
price-cell: 140—80: [485, 1256, 526, 1267]
deposit-advert: [30, 1410, 269, 1517]
sports-text: Ἐπανελήφθησαν χθὲς ἐν τῷ Σταδίῳ καὶ ἐξηκολούθησαν οἱ Ἀγῶνες τῆς Αθλητικῆς Ἑνώσεως.: [781, 693, 1251, 704]
syph-doctor: ΚΩΣΤΑΚΗΣ: [1107, 1755, 1193, 1770]
price-cell: 20: [755, 1292, 768, 1303]
section-heading: ΚΟΙΝΩΝΙΚΑ: [534, 60, 771, 78]
frames-title: ΗΛΕΚΤΡΙΚΗΝΤΟΝ ΕΡΓΟΣΤΑΣΙΟΝ ΚΟΡΝΙΖΩΝ: [800, 1394, 996, 1425]
